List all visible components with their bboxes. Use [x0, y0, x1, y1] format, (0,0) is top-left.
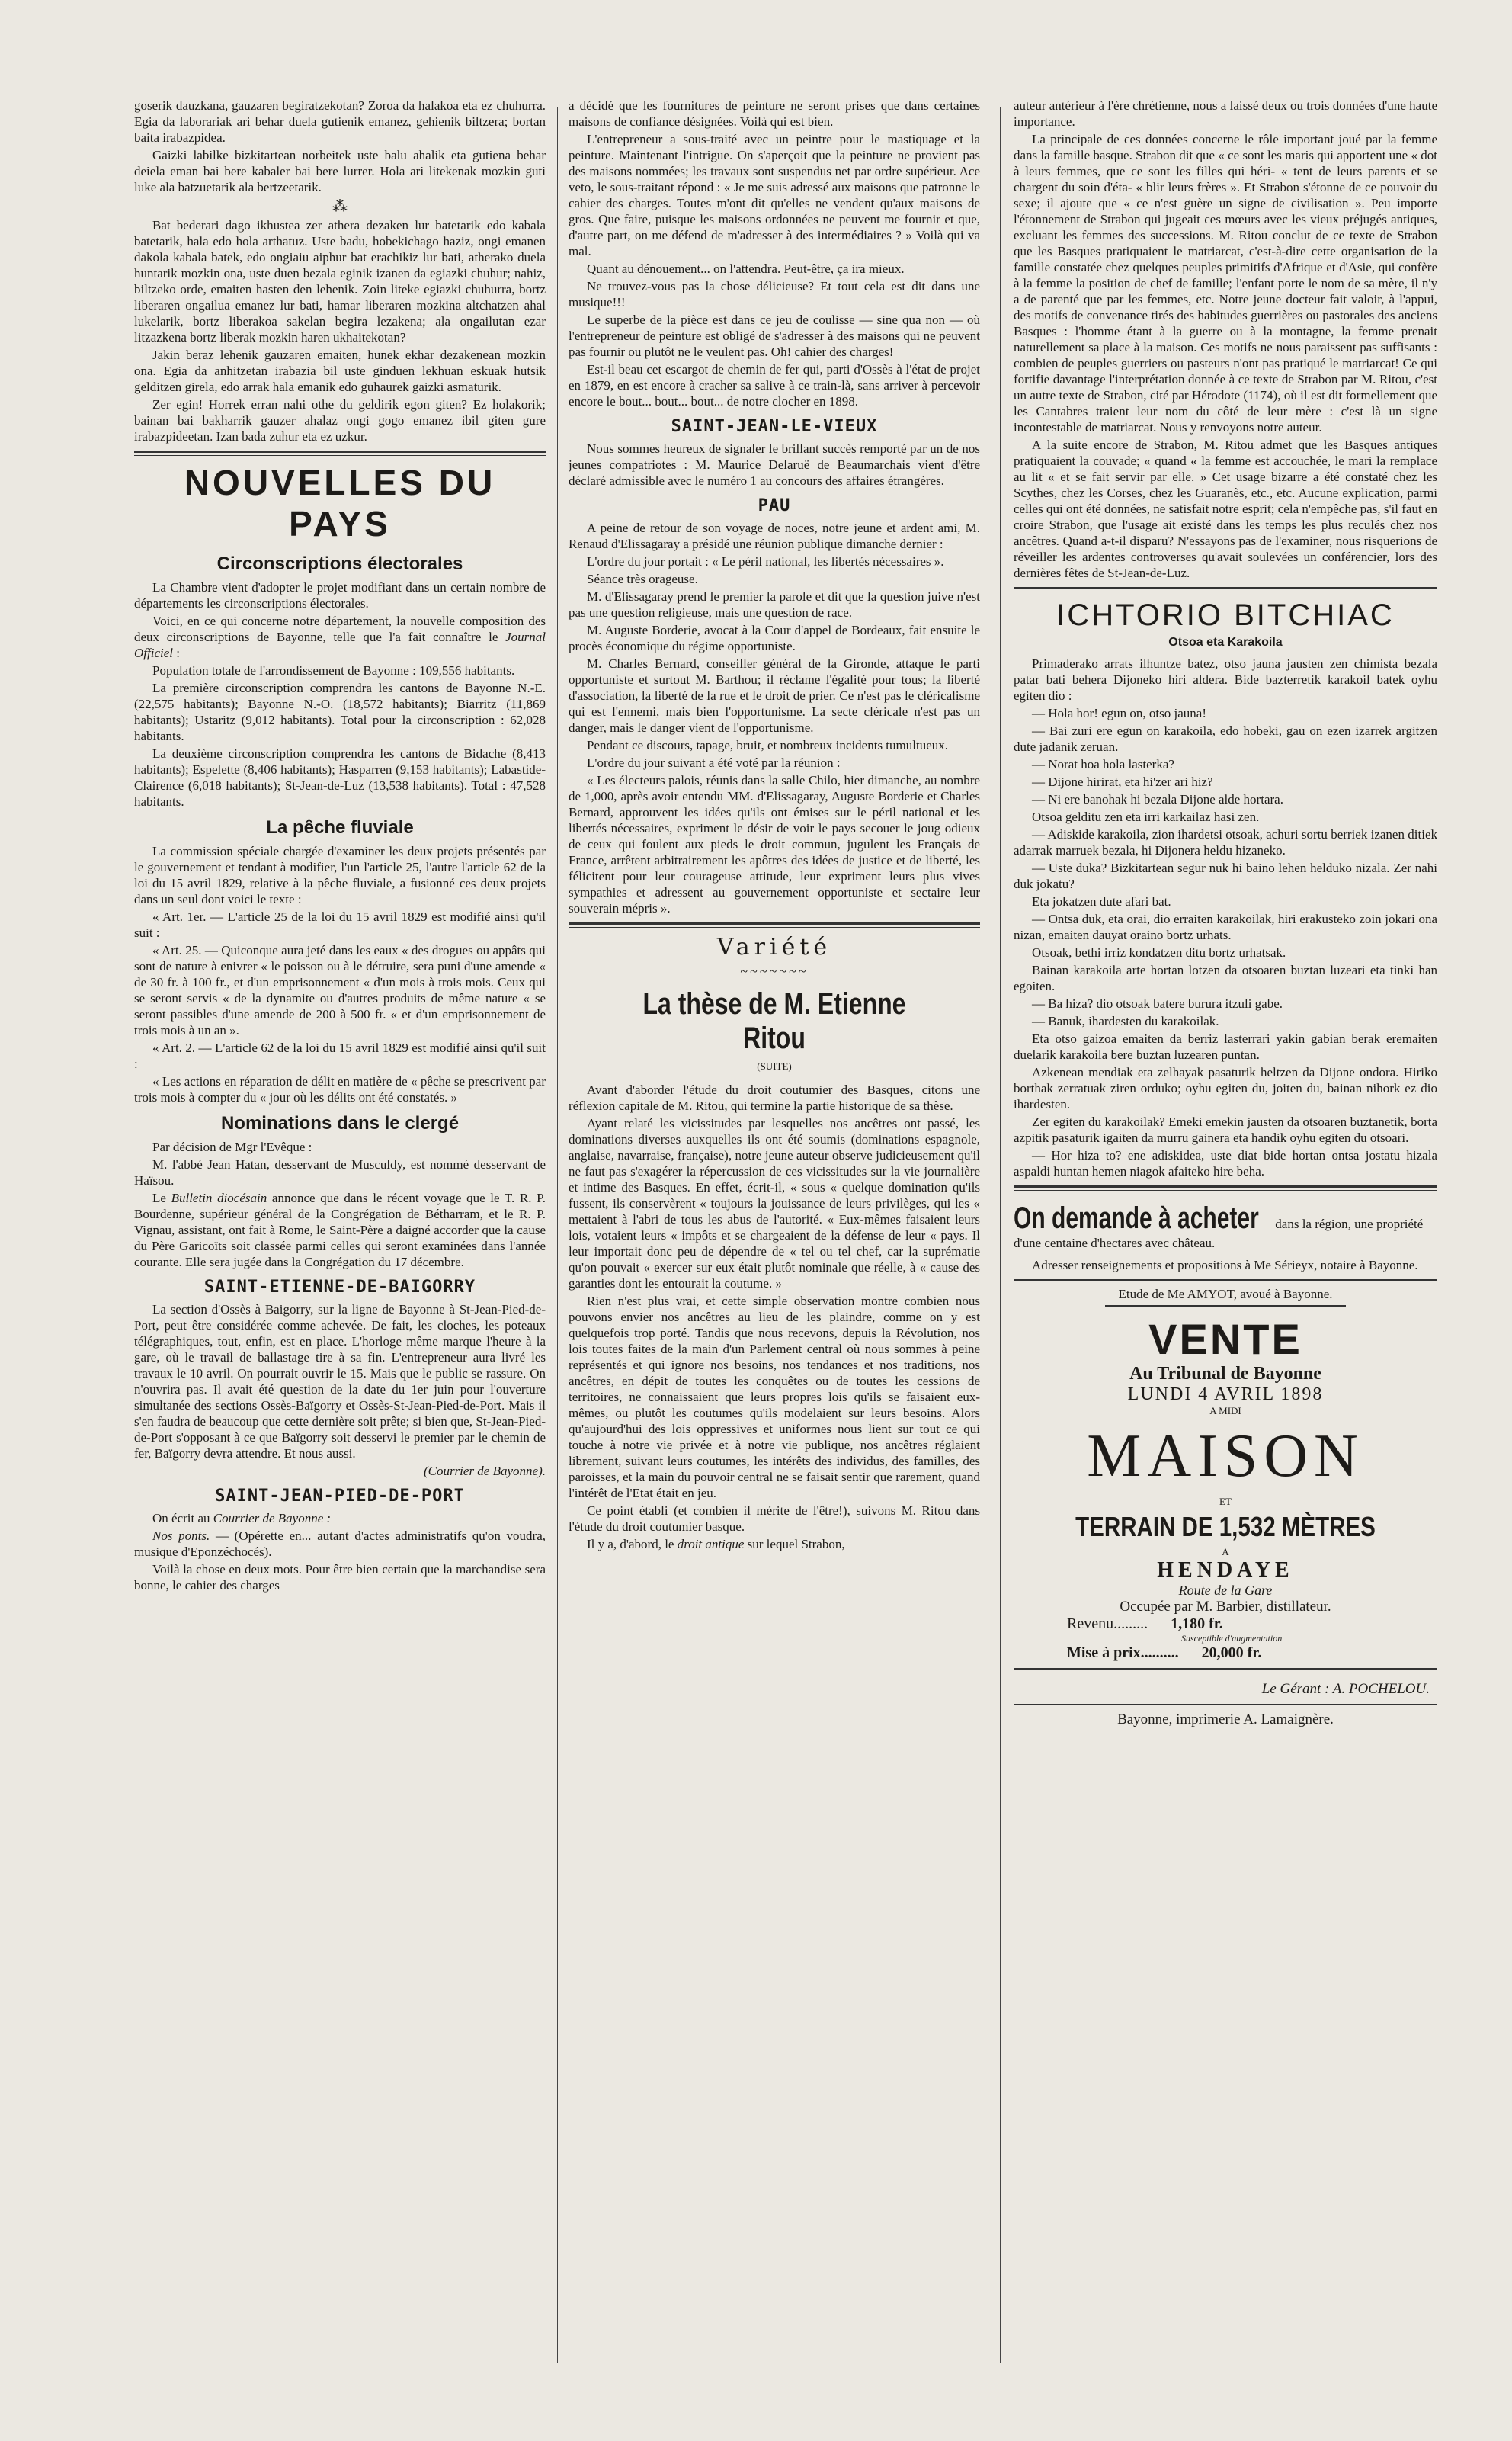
paragraph: Il y a, d'abord, le droit antique sur lequel Strabon, [587, 1537, 845, 1551]
paragraph: Zer egiten du karakoilak? Emeki emekin jausten da otsoaren buztanetik, borta azpitik pasaturik igaiten da murru gainera eta handik oyhu egiten du otsoari. [1014, 1115, 1437, 1145]
paragraph: Population totale de l'arrondissement de Bayonne : 109,556 habitants. [152, 663, 515, 678]
printer-line: Bayonne, imprimerie A. Lamaignère. [1117, 1711, 1334, 1727]
paragraph: Voilà la chose en deux mots. Pour être bien certain que la marchandise sera bonne, le cahier des charges [134, 1562, 546, 1593]
column-rule [557, 107, 558, 2363]
heading: SAINT-JEAN-PIED-DE-PORT [215, 1487, 465, 1506]
divider [1014, 1279, 1437, 1281]
column-2 [569, 98, 980, 2415]
section-title: ICHTORIO BITCHIAC [1056, 598, 1395, 632]
paragraph: A peine de retour de son voyage de noces, notre jeune et ardent ami, M. Renaud d'Elissagaray a présidé une réunion publique dimanche dernier : [569, 521, 980, 551]
paragraph: Primaderako arrats ilhuntze batez, otso jauna jausten zen chimista bezala patar bati behera Dijoneko hiri aldera. Bide bazterretik karakoil batek oyhu egiten dio : [1014, 656, 1437, 703]
paragraph: Avant d'aborder l'étude du droit coutumier des Basques, citons une réflexion capitale de M. Ritou, qui termine la partie historique de sa thèse. [569, 1083, 980, 1113]
paragraph: — Banuk, ihardesten du karakoilak. [1032, 1014, 1219, 1028]
paragraph: Otsoak, bethi irriz kondatzen ditu bortz urhatsak. [1032, 945, 1286, 960]
section-title: Variété [716, 934, 832, 961]
classified-ad: On demande à acheter dans la région, une propriété d'une centaine d'hectares avec château. [1014, 1201, 1424, 1250]
paragraph: — Ni ere banohak hi bezala Dijone alde hortara. [1032, 792, 1283, 807]
paragraph: M. l'abbé Jean Hatan, desservant de Musculdy, est nommé desservant de Haïsou. [134, 1157, 546, 1188]
paragraph: La principale de ces données concerne le rôle important joué par la femme dans la famille basque. Strabon dit que « ce sont les maris qui apportent une « dot à leurs femmes, que ce sont les filles qui héri- « tent de leurs parents et se chargent du soin d'éta- « blir leurs frères ». Et Strabon s'étonne de ce pouvoir du sexe; il ajoute que « ce n'est guère un signe de civilisation ». Peu importe l'étonnement de Strabon qui jugeait ces mœurs avec les vieux préjugés antiques, excluant les femmes des successions. M. Ritou conclut de ce texte de Strabon que les Basques pratiquaient le matriarcat, c'est-à-dire cette organisation de la famille constatée chez quelques peuples primitifs d'Afrique et d'Asie, qui confère à la femme la position de chef de famille; l'enfant porte le nom de sa mère, il n'y a de parenté que par les femmes, etc. Notre jeune docteur fait valoir, à l'appui, des motifs de convenance tirés des habitudes guerrières ou pastorales des anciens Basques : l'homme étant à la guerre ou à la montagne, la femme prenait naturellement sa place à la maison. Ces motifs ne nous paraissent pas suffisants : combien de peuples guerriers ou pasteurs n'ont pas pratiqué le matriarcat! Ce qui fortifie davantage l'interprétation donnée à ce texte de Strabon par M. Ritou, c'est un autre texte de Strabon, cité par Hérodote (1174), où il est dit formellement que les Cantabres traient leur nom du côté de leur mère : c'est là un signe incontestable de matriarcat. Nous y renvoyons notre auteur. [1014, 132, 1437, 435]
paragraph: Jakin beraz lehenik gauzaren emaiten, hunek ekhar dezakenean mozkin ona. Egia da anhitzetan irabazia bil uste ginduen lekhuan eskuak hutsik gelditzen girela, edo arrak hala emanik edo guhaurek gaizki asmaturik. [134, 348, 546, 394]
notice-route: Route de la Gare [1178, 1583, 1273, 1598]
heading: SAINT-JEAN-LE-VIEUX [671, 417, 878, 436]
paragraph: goserik dauzkana, gauzaren begiratzekotan? Zoroa da halakoa eta ez chuhurra. Egia da laborariak ari behar duela gutienik emanez, gehienik biltzera; bortan baita irabazpidea. [134, 98, 546, 145]
column-3 [1014, 98, 1437, 2415]
paragraph: La section d'Ossès à Baigorry, sur la ligne de Bayonne à St-Jean-Pied-de-Port, peut être considérée comme achevée. De fait, les cloches, les poteaux télégraphiques, tout, enfin, est en place. L'horloge même marque l'heure à la gare, où le travail de ballastage tire à sa fin. L'entrepreneur aura livré les travaux le 10 avril. On pourrait ouvrir le 15. Mais que le public se rassure. On n'ouvrira pas. Il avait été question de la date du 1er juin pour l'ouverture simultanée des sections Ossès-Baïgorry et Ossès-St-Jean-Pied-de-Port. Mais il s'en faudra de beaucoup que cette dernière soit prête; si bien que, St-Jean-Pied-de-Port s'opposant à ce que Baïgorry soit desservi le premier par le chemin de fer, Baïgorry devra attendre. Et nous aussi. [134, 1302, 546, 1461]
paragraph: La deuxième circonscription comprendra les cantons de Bidache (8,413 habitants); Espelette (8,406 habitants); Hasparren (9,153 habitants); Labastide-Clairence (6,018 habitants); St-Jean-de-Luz (13,538 habitants). Total : 47,528 habitants. [134, 746, 546, 809]
section-banner: NOUVELLES DU PAYS [184, 463, 496, 544]
paragraph: Eta jokatzen dute afari bat. [1032, 894, 1171, 909]
paragraph: Séance très orageuse. [587, 572, 698, 586]
paragraph: La commission spéciale chargée d'examiner les deux projets présentés par le gouvernement et tendant à modifier, l'un l'article 25, l'autre l'article 62 de la loi du 15 avril 1829, relative à la pêche fluviale, a fusionné ces deux projets dans un seul dont voici le texte : [134, 844, 546, 906]
divider [1105, 1305, 1346, 1307]
notice-susceptible: Susceptible d'augmentation [1181, 1633, 1283, 1644]
continued-label: (SUITE) [757, 1060, 792, 1072]
paragraph: Est-il beau cet escargot de chemin de fer qui, parti d'Ossès à l'état de projet en 1879, en est encore à cracher sa salive à ce train-là, sans arriver à percevoir encore le bout... bout... bout... de notre clocher en 1898. [569, 362, 980, 409]
paragraph: Bat bederari dago ikhustea zer athera dezaken lur batetarik edo kabala batetarik, hala edo hola arthatuz. Uste badu, hobekichago haziz, ongi emanen dakola kabala batek, edo ongiaiu aiphur bat erachikiz lur bati, atherako duela huntarik mozkin ona, uste duen bezala eginik izanen da egiazki chuhur; nahiz, biltzeko orde, emaiten hasten den lehenik. Zoin liteke egiazki chuhurra, bortz liberaren ongailua emanez lur bati, hamar liberaren mozkina altchatzen ahal lukelarik, bortz liberakoa sakelan begira lezakena; ala ongailutan ezar litzazkena bortz liberak mozkin haren ukhaitekotan? [134, 218, 546, 345]
paragraph: « Art. 2. — L'article 62 de la loi du 15 avril 1829 est modifié ainsi qu'il suit : [134, 1041, 546, 1071]
ad-headline: On demande à acheter [1014, 1201, 1259, 1235]
divider [134, 451, 546, 456]
notice-tribunal: Au Tribunal de Bayonne [1129, 1364, 1321, 1384]
notice-vente: VENTE [1148, 1315, 1302, 1363]
notice-occupant: Occupée par M. Barbier, distillateur. [1120, 1599, 1331, 1615]
notice-mise-a-prix: Mise à prix.......... 20,000 fr. [1067, 1644, 1262, 1661]
paragraph: — Dijone hirirat, eta hi'zer ari hiz? [1032, 775, 1213, 789]
paragraph: Azkenean mendiak eta zelhayak pasaturik heltzen da Dijone ondora. Hiriko borthak zerratuak ziren orduko; oyhu egiten du, joiten du, bainan nihork ez dio ihardesten. [1014, 1065, 1437, 1111]
paragraph: Par décision de Mgr l'Evêque : [152, 1140, 312, 1154]
paragraph: Eta otso gaizoa emaiten da berriz lasterrari yakin gabian berak eremaiten duelarik karakoila bere buztan luzearen puntan. [1014, 1031, 1437, 1062]
paragraph: La Chambre vient d'adopter le projet modifiant dans un certain nombre de départements les circonscriptions électorales. [134, 580, 546, 611]
paragraph: Rien n'est plus vrai, et cette simple observation montre combien nous pouvons envier nos ancêtres au lieu de les plaindre, comme on y est quelquefois trop porté. Tandis que nous recevons, depuis la Révolution, nos lois toutes faites de la main d'un Parlement central où nous sommes à peine représentés et qui ignore nos besoins, nos tendances et nos traditions, nos ancêtres, en dépit de toutes les conquêtes ou de toutes les cessions de territoires, ne connaissaient que leurs propres lois qu'ils se faisaient eux-mêmes, ou plutôt les coutumes qu'ils modelaient sur leurs besoins. Alors qu'aujourd'hui des lois oppressives et uniformes nous lient sur tout ce qui touche à notre vie privée et à notre vie publique, nos ancêtres réglaient librement, suivant leurs coutumes, les intérêts des individus, des familles, des paroisses, et la main du pouvoir central ne se faisait sentir que rarement, quand l'intérêt de l'Etat était en jeu. [569, 1294, 980, 1500]
divider [1014, 1668, 1437, 1673]
paragraph: Bainan karakoila arte hortan lotzen da otsoaren buztan luzeari eta tinki han egoiten. [1014, 963, 1437, 993]
heading: SAINT-ETIENNE-DE-BAIGORRY [203, 1278, 476, 1297]
paragraph: — Uste duka? Bizkitartean segur nuk hi baino lehen helduko nizala. Zer nahi duk jokatu? [1014, 861, 1437, 891]
paragraph: — Hola hor! egun on, otso jauna! [1032, 706, 1206, 720]
paragraph: Nos ponts. — (Opérette en... autant d'actes administratifs qu'on voudra, musique d'Eponzéchocés). [134, 1528, 546, 1559]
paragraph: Nous sommes heureux de signaler le brillant succès remporté par un de nos jeunes compatriotes : M. Maurice Delaruë de Beaumarchais vient d'être déclaré admissible avec le numéro 1 au concours des affaires étrangères. [569, 441, 980, 488]
notice-revenu: Revenu......... 1,180 fr. [1067, 1615, 1223, 1632]
paragraph: L'ordre du jour suivant a été voté par la réunion : [587, 755, 841, 770]
notice-a: A [1222, 1546, 1229, 1557]
divider [1014, 1185, 1437, 1191]
paragraph: — Adiskide karakoila, zion ihardetsi otsoak, achuri sortu berriek izanen ditiek adarrak marruek bezala, hi Dijonera heldu hizaneko. [1014, 827, 1437, 858]
column-1 [134, 98, 546, 2415]
paragraph: — Ontsa duk, eta orai, dio erraiten karakoilak, hiri erakusteko zoin jokari ona nizan, emaiten dauyat oraino bortz urhats. [1014, 912, 1437, 942]
paragraph: Quant au dénouement... on l'attendra. Peut-être, ça ira mieux. [587, 261, 905, 276]
notice-terrain: TERRAIN DE 1,532 MÈTRES [1075, 1511, 1376, 1542]
paragraph: auteur antérieur à l'ère chrétienne, nous a laissé deux ou trois données d'une haute importance. [1014, 98, 1437, 129]
heading: Circonscriptions électorales [216, 553, 463, 574]
paragraph: Ce point établi (et combien il mérite de l'être!), suivons M. Ritou dans l'étude du droit coutumier basque. [569, 1503, 980, 1534]
source-credit: (Courrier de Bayonne). [423, 1464, 546, 1478]
paragraph: — Hor hiza to? ene adiskidea, uste diat bide hortan ontsa jostatu hizala aspaldi huntan hemen niagok afaiteko hire beha. [1014, 1148, 1437, 1179]
paragraph: L'entrepreneur a sous-traité avec un peintre pour le mastiquage et la peinture. Maintenant l'intrigue. On s'aperçoit que la peinture ne provient pas des maisons nommées; les travaux sont suspendus net par ordre supérieur. Ace veto, le sous-traitant répond : « Je me suis adressé aux maisons que patronne le cahier des charges. Toutes m'ont dit qu'elles ne vendent qu'aux maisons de gros. Que faire, puisque les maisons ordonnées ne peuvent me fournir et que, d'autre part, on me défend de m'adresser à des intermédiaires ? » Voilà qui va mal. [569, 132, 980, 258]
paragraph: « Art. 25. — Quiconque aura jeté dans les eaux « des drogues ou appâts qui sont de nature à enivrer « le poisson ou à le détruire, sera puni d'une amende « de 30 fr. à 100 fr., et d'un emprisonnement « d'un mois à trois mois. Ceux qui se seront servis « de la dynamite ou d'autres produits de même nature « se seront passibles d'une amende de 200 à 500 fr. « et d'un emprisonnement de trois mois à un an ». [134, 943, 546, 1038]
paragraph: L'ordre du jour portait : « Le péril national, les libertés nécessaires ». [587, 554, 944, 569]
paragraph: M. Auguste Borderie, avocat à la Cour d'appel de Bordeaux, fait ensuite le procès économique du régime opportuniste. [569, 623, 980, 653]
gerant-line: Le Gérant : A. POCHELOU. [1261, 1681, 1430, 1697]
paragraph: La première circonscription comprendra les cantons de Bayonne N.-E. (22,575 habitants); Bayonne N.-O. (18,572 habitants); Biarritz (11,869 habitants); Ustaritz (9,012 habitants). Total pour la circonscription : 62,028 habitants. [134, 681, 546, 743]
paragraph: — Ba hiza? dio otsoak batere burura itzuli gabe. [1032, 996, 1283, 1011]
paragraph: — Norat hoa hola lasterka? [1032, 757, 1174, 771]
paragraph: Le superbe de la pièce est dans ce jeu de coulisse — sine qua non — où l'entrepreneur de peinture est obligé de s'adresser à des maisons qui ne peuvent pas fournir ou plutôt ne le veulent pas. Oh! cahier des charges! [569, 313, 980, 359]
notice-location: HENDAYE [1157, 1558, 1294, 1582]
paragraph: Le Bulletin diocésain annonce que dans le récent voyage que le T. R. P. Bourdenne, supérieur général de la Congrégation de Bétharram, et le R. P. Vignau, assistant, ont fait à Rome, le Saint-Père a daigné accorder que la cause du Père Garicoïts soit classée parmi celles qui seront examinées dans l'année courante. Elle sera jugée dans la Congrégation du 17 décembre. [134, 1191, 546, 1269]
article-title: La thèse de M. Etienne Ritou [642, 987, 906, 1055]
paragraph: Ayant relaté les vicissitudes par lesquelles nos ancêtres ont passé, les dominations diverses auxquelles ils ont été soumis (dominations espagnole, anglaise, navarraise, française), notre jeune auteur observe judicieusement qu'il ne faut pas s'exagérer la répercussion de ces vicissitudes sur la vie journalière et intime des Basques. En effet, écrit-il, « sous « quelque domination qu'ils fussent, ils conservèrent « toujours la jouissance de leurs privilèges, qui les « mettaient à l'abri de tous les abus de l'autorité. « Eux-mêmes faisaient leurs lois, votaient leurs « impôts et se chargeaient de la défense de leur « pays. Il leur importait donc peu de dépendre de « tel ou tel chef, car la suprématie qu'on pouvait « exercer sur eux était plutôt nominale que réelle, à « cause des garanties dont les entourait la coutume. » [569, 1116, 980, 1291]
heading: Nominations dans le clergé [220, 1113, 460, 1134]
divider [569, 922, 980, 928]
paragraph: a décidé que les fournitures de peinture ne seront prises que dans certaines maisons de confiance désignées. Voilà qui est bien. [569, 98, 980, 129]
paragraph: — Bai zuri ere egun on karakoila, edo hobeki, gau on ezen izarrek argitzen dute jadanik zeruan. [1014, 723, 1437, 754]
paragraph: « Les électeurs palois, réunis dans la salle Chilo, hier dimanche, au nombre de 1,000, après avoir entendu MM. d'Elissagaray, Auguste Borderie et Charles Bernard, approuvent les idées qu'ils ont émises sur le péril national et les libertés nécessaires, expriment le désir de voir le pays secouer le joug odieux de ceux qui foulent aux pieds le droit commun, jugulent les Français de France, arrêtent arbitrairement les apôtres des idées de justice et de liberté, les félicitent pour leur courageuse attitude, leur expriment leurs plus vives sympathies et adressent au gouvernement opportuniste et sectaire leur souverain mépris ». [569, 773, 980, 916]
paragraph: On écrit au Courrier de Bayonne : [152, 1511, 332, 1525]
paragraph: M. d'Elissagaray prend le premier la parole et dit que la question juive n'est pas une question religieuse, mais une question de race. [569, 589, 980, 620]
paragraph: Gaizki labilke bizkitartean norbeitek uste balu ahalik eta gutiena behar deiela eman bai bere kabaler bai bere lurrer. Hola ari litekenak mozkin guti luke ala batzuetarik ala bertzeetarik. [134, 148, 546, 194]
section-stars: ⁂ [332, 198, 348, 215]
heading: PAU [758, 496, 791, 515]
paragraph: Zer egin! Horrek erran nahi othe du geldirik egon giten? Ez holakorik; bainan bai bakharrik gauzer ahalaz ongi gogo emanez ibil giten gure irabazpideetan. Izan bada zuhur eta ez uzkur. [134, 397, 546, 444]
notice-date: LUNDI 4 AVRIL 1898 [1127, 1384, 1324, 1404]
paragraph: « Art. 1er. — L'article 25 de la loi du 15 avril 1829 est modifié ainsi qu'il suit : [134, 909, 546, 940]
divider [1014, 1704, 1437, 1705]
notice-time: A MIDI [1209, 1405, 1241, 1416]
heading: La pêche fluviale [266, 817, 414, 838]
column-rule [1000, 107, 1001, 2363]
paragraph: « Les actions en réparation de délit en matière de « pêche se prescrivent par trois mois à compter du « jour où les délits ont été constatés. » [134, 1074, 546, 1105]
divider [1014, 587, 1437, 592]
paragraph: A la suite encore de Strabon, M. Ritou admet que les Basques antiques pratiquaient la couvade; « quand « la femme est accouchée, le mari la remplace au lit « et se fait servir par elle. » Cet usage bizarre a été constaté chez les Scythes, chez les Corses, chez les Guaranès, etc., etc. Aucune explication, parmi celles qui ont été données, ne satisfait notre esprit; cela n'empêche pas, s'il faut en croire Strabon, que l'usage ait existé dans les temps les plus reculés chez nos ancêtres. Quand a-t-il disparu? N'essayons pas de l'examiner, nous risquerions de réveiller les ardentes controverses qu'avait soulevées un conférencier, lors des dernières fêtes de St-Jean-de-Luz. [1014, 438, 1437, 580]
paragraph: Voici, en ce qui concerne notre département, la nouvelle composition des deux circonscriptions de Bayonne, telle que l'a fait connaître le Journal Officiel : [134, 614, 546, 660]
paragraph: Otsoa gelditu zen eta irri karkailaz hasi zen. [1032, 810, 1260, 824]
paragraph: Pendant ce discours, tapage, bruit, et nombreux incidents tumultueux. [587, 738, 948, 752]
ornament: ~~~~~~~ [740, 964, 809, 979]
notice-et: ET [1219, 1496, 1232, 1507]
paragraph: Adresser renseignements et propositions à Me Sérieyx, notaire à Bayonne. [1032, 1258, 1418, 1272]
paragraph: Ne trouvez-vous pas la chose délicieuse? Et tout cela est dit dans une musique!!! [569, 279, 980, 310]
notice-maison: MAISON [1087, 1423, 1364, 1490]
story-title: Otsoa eta Karakoila [1168, 636, 1283, 649]
notice-etude: Etude de Me AMYOT, avoué à Bayonne. [1118, 1287, 1333, 1301]
paragraph: M. Charles Bernard, conseiller général de la Gironde, attaque le parti opportuniste et surtout M. Barthou; il réclame l'égalité pour tous; la liberté d'association, la liberté de la rue et le droit de prier. Ce n'est pas le cléricalisme qui est l'ennemi, mais bien l'opportunisme. La secte cléricale n'est pas un danger, mais le danger vient de l'opportunisme. [569, 656, 980, 735]
